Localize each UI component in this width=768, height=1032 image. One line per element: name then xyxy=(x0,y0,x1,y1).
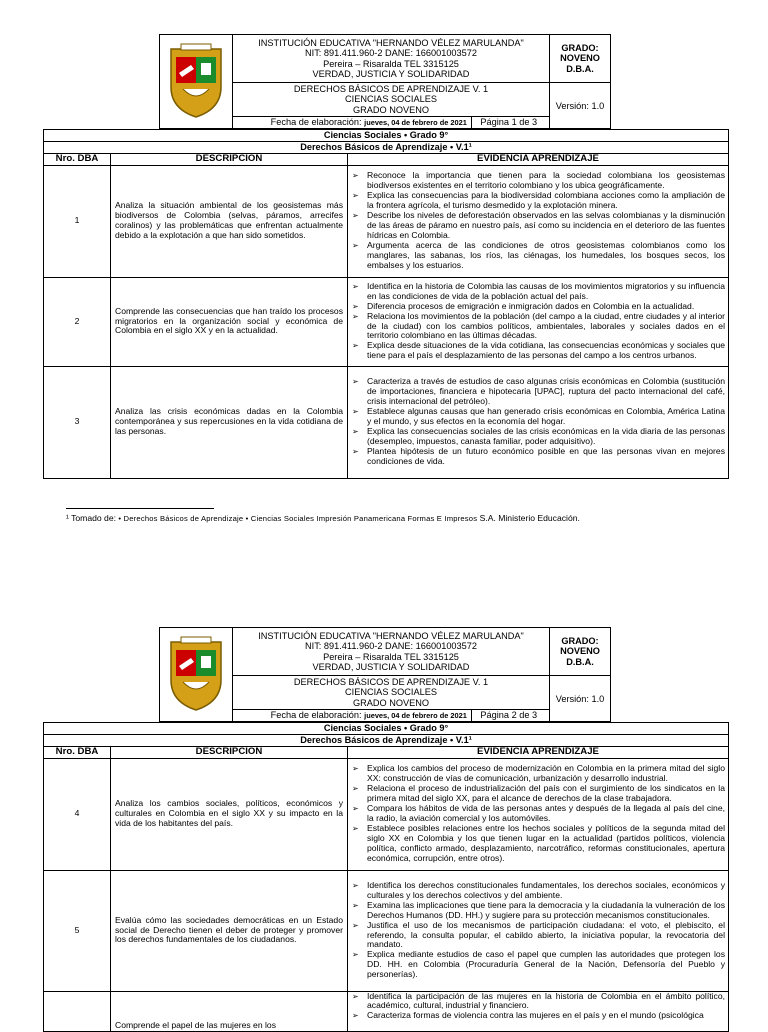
table-row xyxy=(44,758,729,870)
fecha-label: Fecha de elaboración: xyxy=(270,117,362,127)
doc-grade: GRADO NOVENO xyxy=(352,697,430,708)
institution-name: INSTITUCIÓN EDUCATIVA "HERNANDO VÉLEZ MARULANDA" xyxy=(258,38,524,49)
evidence-item: ➢ Explica las consecuencias para la biodiversidad colombiana acciones como la ampliación de la frontera agrícola, el turismo desmedido y la explotación minera. xyxy=(367,191,725,211)
col-header-desc: DESCRIPCION xyxy=(111,153,348,165)
dba-number: 3 xyxy=(44,366,111,478)
document-header xyxy=(159,627,611,722)
table-subtitle: Derechos Básicos de Aprendizaje • V.1¹ xyxy=(44,142,729,154)
footnote-mark: ¹ Tomado de: xyxy=(66,513,119,523)
table-title: Ciencias Sociales • Grado 9° xyxy=(44,130,729,142)
evidence-item: ➢ Compara los hábitos de vida de las personas antes y después de la llegada al país del cine, la radio, la aviación comercial y los automóviles. xyxy=(367,804,725,824)
dba-number: 2 xyxy=(44,277,111,366)
table-subtitle: Derechos Básicos de Aprendizaje • V.1¹ xyxy=(44,735,729,747)
dba-number xyxy=(44,991,111,1031)
evidence-item: ➢ Caracteriza a través de estudios de caso algunas crisis económicas en Colombia (sustitución de importaciones, financiera e hipotecaria [UPAC], ruptura del pacto internacional del café, crisis internacional del petróleo). xyxy=(367,377,725,407)
fecha-value: jueves, 04 de febrero de 2021 xyxy=(364,118,467,127)
dba-number: 4 xyxy=(44,758,111,870)
institution-motto: VERDAD, JUSTICIA Y SOLIDARIDAD xyxy=(312,68,470,79)
dba-description: Evalúa cómo las sociedades democráticas en un Estado social de Derecho tienen el deber de proteger y promover los derechos fundamentales de los ciudadanos. xyxy=(111,870,348,991)
col-header-num: Nro. DBA xyxy=(44,153,111,165)
fecha-row xyxy=(233,710,550,722)
doc-title-block xyxy=(233,676,550,710)
evidence-item: ➢ Identifica la participación de las mujeres en la historia de Colombia en el ámbito político, académico, cultural, industrial y financiero. xyxy=(367,992,725,1012)
version-label: Versión: 1.0 xyxy=(550,83,611,129)
evidence-item: ➢ Relaciona los movimientos de la población (del campo a la ciudad, entre ciudades y al interior de la ciudad) con los cambios políticos, ambientales, laborales y sociales dados en el territorio colombiano en las últimas décadas. xyxy=(367,312,725,342)
dba-description: Comprende las consecuencias que han traído los procesos migratorios en la organización social y económica de Colombia en el siglo XX y en la actualidad. xyxy=(111,277,348,366)
evidence-item: ➢ Explica mediante estudios de caso el papel que cumplen las autoridades que protegen los DD. HH. en Colombia (Procuraduría General de la Nación, Defensoría del Pueblo y personerías). xyxy=(367,950,725,980)
doc-title: DERECHOS BÁSICOS DE APRENDIZAJE V. 1 xyxy=(293,677,489,688)
doc-grade: GRADO NOVENO xyxy=(352,104,430,115)
evidence-item: ➢ Justifica el uso de los mecanismos de participación ciudadana: el voto, el plebiscito, el referendo, la consulta popular, el cabildo abierto, la iniciativa popular, la revocatoria del mandato. xyxy=(367,921,725,951)
col-header-desc: DESCRIPCION xyxy=(111,746,348,758)
institution-nit: NIT: 891.411.960-2 DANE: 166001003572 xyxy=(305,48,477,59)
institution-name: INSTITUCIÓN EDUCATIVA "HERNANDO VÉLEZ MARULANDA" xyxy=(258,631,524,642)
dba-number: 5 xyxy=(44,870,111,991)
institution-nit: NIT: 891.411.960-2 DANE: 166001003572 xyxy=(305,641,477,652)
logo-cell xyxy=(160,628,233,722)
grade-label: GRADO: NOVENO D.B.A. xyxy=(550,35,611,83)
dba-evidence xyxy=(348,870,729,991)
col-header-num: Nro. DBA xyxy=(44,746,111,758)
dba-description: Analiza los cambios sociales, políticos, económicos y culturales en Colombia en el siglo XX y su impacto en la vida de los habitantes del país. xyxy=(111,758,348,870)
col-header-ev: EVIDENCIA APRENDIZAJE xyxy=(348,153,729,165)
page-number: Página 1 de 3 xyxy=(480,117,538,127)
institution-motto: VERDAD, JUSTICIA Y SOLIDARIDAD xyxy=(312,661,470,672)
evidence-item: ➢ Establece algunas causas que han generado crisis económicas en Colombia, América Latina y el mundo, y sus efectos en la economía del hogar. xyxy=(367,407,725,427)
doc-subject: CIENCIAS SOCIALES xyxy=(345,687,437,698)
evidence-item: ➢ Reconoce la importancia que tienen para la sociedad colombiana los geosistemas biodiversos existentes en el territorio colombiano y los ubica geográficamente. xyxy=(367,171,725,191)
institution-city: Pereira – Risaralda TEL 3315125 xyxy=(323,58,459,69)
evidence-item: ➢ Identifica en la historia de Colombia las causas de los movimientos migratorios y su influencia en las condiciones de vida de la población actual del país. xyxy=(367,282,725,302)
fecha-block xyxy=(245,710,472,721)
dba-description: Analiza las crisis económicas dadas en la Colombia contemporánea y sus repercusiones en la vida cotidiana de las personas. xyxy=(111,366,348,478)
evidence-item: ➢ Explica los cambios del proceso de modernización en Colombia en la primera mitad del siglo XX: construcción de vías de comunicación, urbanización y desarrollo industrial. xyxy=(367,764,725,784)
footnote-source: • Derechos Básicos de Aprendizaje • Ciencias Sociales Impresión Panamericana Formas E Impresos xyxy=(118,514,478,523)
table-row xyxy=(44,991,729,1031)
grade-label: GRADO: NOVENO D.B.A. xyxy=(550,628,611,676)
evidence-item: ➢ Explica desde situaciones de la vida cotidiana, las consecuencias económicas y sociales que tiene para el país el desplazamiento de las personas del campo a los centros urbanos. xyxy=(367,341,725,361)
evidence-item: ➢ Diferencia procesos de emigración e inmigración dados en Colombia en la actualidad. xyxy=(367,302,725,312)
dba-number: 1 xyxy=(44,165,111,277)
dba-description: Analiza la situación ambiental de los geosistemas más biodiversos de Colombia (selvas, páramos, arrecifes coralinos) y las problemáticas que enfrentan actualmente debido a la explotación a que han sido sometidos. xyxy=(111,165,348,277)
institution-city: Pereira – Risaralda TEL 3315125 xyxy=(323,651,459,662)
evidence-item: ➢ Identifica los derechos constitucionales fundamentales, los derechos sociales, económicos y culturales y los derechos colectivos y del ambiente. xyxy=(367,881,725,901)
table-row xyxy=(44,870,729,991)
table-title: Ciencias Sociales • Grado 9° xyxy=(44,723,729,735)
dba-description: Comprende el papel de las mujeres en los xyxy=(111,991,348,1031)
col-header-ev: EVIDENCIA APRENDIZAJE xyxy=(348,746,729,758)
dba-evidence xyxy=(348,758,729,870)
dba-evidence xyxy=(348,991,729,1031)
doc-subject: CIENCIAS SOCIALES xyxy=(345,94,437,105)
evidence-item: ➢ Examina las implicaciones que tiene para la democracia y la ciudadanía la vulneración de los Derechos Humanos (DD. HH.) y sugiere para su protección mecanismos constitucionales. xyxy=(367,901,725,921)
footnote-rest: S.A. Ministerio Educación. xyxy=(477,513,580,523)
doc-title: DERECHOS BÁSICOS DE APRENDIZAJE V. 1 xyxy=(293,84,489,95)
evidence-item: ➢ Establece posibles relaciones entre los hechos sociales y políticos de la segunda mitad del siglo XX en Colombia y los que tienen lugar en la actualidad (partidos políticos, violencia política, conflicto armado, desplazamiento, narcotráfico, reformas constitucionales, apertura económica, corrupción, entre otros). xyxy=(367,824,725,864)
fecha-label: Fecha de elaboración: xyxy=(270,710,362,720)
fecha-value: jueves, 04 de febrero de 2021 xyxy=(364,711,467,720)
dba-table xyxy=(43,722,729,1032)
evidence-item: ➢ Explica las consecuencias sociales de las crisis económicas en la vida diaria de las personas (desempleo, impuestos, canasta familiar, poder adquisitivo). xyxy=(367,427,725,447)
page-number: Página 2 de 3 xyxy=(480,710,538,720)
version-label: Versión: 1.0 xyxy=(550,676,611,722)
evidence-item: ➢ Caracteriza formas de violencia contra las mujeres en el país y en el mundo (psicológica xyxy=(367,1011,725,1021)
evidence-item: ➢ Plantea hipótesis de un futuro económico posible en que las personas vivan en mejores condiciones de vida. xyxy=(367,447,725,467)
evidence-item: ➢ Argumenta acerca de las condiciones de otros geosistemas colombianos como los manglares, las sabanas, los ríos, las ciénagas, los humedales, los bosques secos, los embalses y los estuarios. xyxy=(367,241,725,271)
institution-block xyxy=(233,628,550,676)
evidence-item: ➢ Relaciona el proceso de industrialización del país con el surgimiento de los sindicatos en la primera mitad del siglo XX, para el alcance de derechos de la clase trabajadora. xyxy=(367,784,725,804)
evidence-item: ➢ Describe los niveles de deforestación observados en las selvas colombianas y la disminución de las áreas de páramo en nuestro país, así como su incidencia en el deterioro de las fuentes hídricas en Colombia. xyxy=(367,211,725,241)
school-shield-icon xyxy=(167,636,225,714)
